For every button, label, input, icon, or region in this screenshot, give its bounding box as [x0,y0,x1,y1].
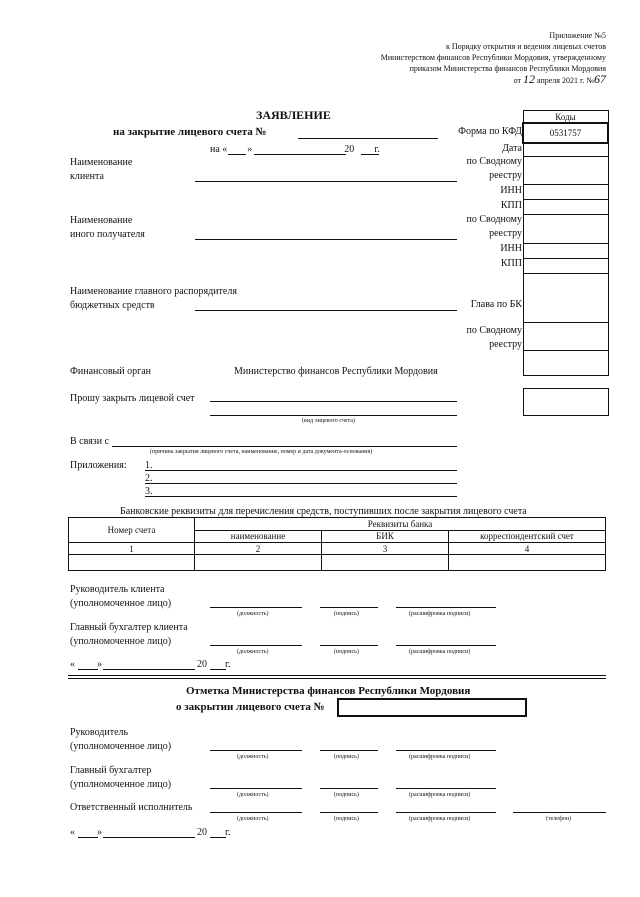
account-type-line[interactable] [210,415,457,416]
code-label-svod1: по Сводному [466,156,522,167]
attachment-3-line[interactable] [145,496,457,497]
sig-acc-l2: (уполномоченное лицо) [70,636,172,647]
code-label-reestr3: реестру [489,339,522,350]
section-divider [68,675,606,676]
other-line[interactable] [195,239,457,240]
client-label-2: клиента [70,171,104,182]
code-label-inn2: ИНН [500,243,522,254]
min-head-l1: Руководитель [70,727,129,738]
request-label: Прошу закрыть лицевой счет [70,393,195,404]
sig-head-position: (должность) [237,611,269,617]
bank-account-cell[interactable] [69,555,195,571]
code-label-glava: Глава по БК [470,299,522,310]
bank-num-1: 1 [69,543,195,555]
min-acc-l2: (уполномоченное лицо) [70,779,172,790]
min-acc-l1: Главный бухгалтер [70,765,152,776]
code-kfd-value[interactable]: 0531757 [523,123,608,143]
code-label-svod3: по Сводному [466,325,522,336]
sig-date: « » 20 г. [70,659,231,670]
min-head-signature: (подпись) [334,754,359,760]
client-label-1: Наименование [70,157,133,168]
bank-col-account: Номер счета [69,518,195,543]
header-note-line4: приказом Министерства финансов Республики Мордовия [409,64,606,73]
sig-head-l1: Руководитель клиента [70,584,165,595]
sig-acc-position: (должность) [237,649,269,655]
code-label-kpp2: КПП [500,258,522,269]
header-note [381,30,606,86]
code-label-inn1: ИНН [500,185,522,196]
bank-col-requisites: Реквизиты банка [195,518,606,531]
code-kpp1-value[interactable] [523,200,608,215]
header-note-line3: Министерством финансов Республики Мордовия, утвержденному [380,53,606,62]
page-subtitle: на закрытие лицевого счета № [113,126,267,138]
code-svod2-value[interactable] [523,215,608,244]
codes-header: Коды [523,111,608,124]
min-head-l2: (уполномоченное лицо) [70,741,172,752]
header-note-date: от 12 апреля 2021 г. №67 [513,72,606,86]
handwritten-number: 67 [594,72,606,86]
other-label-2: иного получателя [70,229,145,240]
reason-line[interactable] [112,446,457,447]
code-label-kfd: Форма по КФД [458,126,522,137]
sig-acc-decode: (расшифровка подписи) [409,649,471,655]
sig-acc-l1: Главный бухгалтер клиента [70,622,188,633]
min-exec-label: Ответственный исполнитель [70,802,193,813]
account-type-hint: (вид лицевого счета) [302,418,355,424]
min-exec-phone: (телефон) [546,816,572,822]
sig-acc-signature: (подпись) [334,649,359,655]
bank-bik-cell[interactable] [322,555,449,571]
code-svod3-value[interactable] [523,323,608,351]
attachment-2-num: 2. [145,473,153,484]
min-acc-decode: (расшифровка подписи) [409,792,471,798]
code-svod1-value[interactable] [523,157,608,185]
bank-num-2: 2 [195,543,322,555]
code-label-kpp1: КПП [500,200,522,211]
attachment-2-line[interactable] [145,483,457,484]
code-label-reestr2: реестру [489,228,522,239]
fin-org-label: Финансовый орган [70,366,152,377]
codes-table [522,110,609,376]
min-exec-position: (должность) [237,816,269,822]
min-exec-decode: (расшифровка подписи) [409,816,471,822]
min-date: « » 20 г. [70,827,231,838]
bank-col-corr: корреспондентский счет [449,530,606,543]
manager-line[interactable] [195,310,457,311]
date-line: на « » 20 г. [210,144,380,155]
page-title: ЗАЯВЛЕНИЕ [256,108,331,122]
ministry-account-box[interactable] [337,698,527,717]
code-glava-value[interactable] [523,274,608,323]
attachment-3-num: 3. [145,486,153,497]
min-exec-signature: (подпись) [334,816,359,822]
bank-caption: Банковские реквизиты для перечисления средств, поступивших после закрытия лицевого счета [120,506,527,517]
manager-label-1: Наименование главного распорядителя [70,286,237,297]
min-acc-position: (должность) [237,792,269,798]
attachment-1-num: 1. [145,460,153,471]
attachments-label: Приложения: [70,460,127,471]
code-inn1-value[interactable] [523,185,608,200]
reason-label: В связи с [70,436,110,447]
bank-table [68,517,606,571]
fin-org-value: Министерство финансов Республики Мордовия [234,366,438,377]
ministry-subtitle: о закрытии лицевого счета № [176,701,325,713]
code-label-date: Дата [502,143,522,154]
header-note-line1: Приложение №5 [549,31,606,40]
ministry-title: Отметка Министерства финансов Республики Мордовия [186,685,471,697]
min-head-decode: (расшифровка подписи) [409,754,471,760]
sig-head-signature: (подпись) [334,611,359,617]
code-date-value[interactable] [523,143,608,157]
manager-label-2: бюджетных средств [70,300,155,311]
min-acc-signature: (подпись) [334,792,359,798]
min-head-position: (должность) [237,754,269,760]
header-note-line2: к Порядку открытия и ведения лицевых счетов [445,42,606,51]
bank-num-3: 3 [322,543,449,555]
client-line[interactable] [195,181,457,182]
sig-head-l2: (уполномоченное лицо) [70,598,172,609]
bank-name-cell[interactable] [195,555,322,571]
code-kpp2-value[interactable] [523,259,608,274]
attachment-1-line[interactable] [145,470,457,471]
code-extra-value[interactable] [523,351,608,376]
reason-hint: (причина закрытия лицевого счета, наименование, номер и дата документа-основания) [150,449,373,455]
handwritten-day: 12 [523,72,536,86]
other-label-1: Наименование [70,215,133,226]
sig-head-decode: (расшифровка подписи) [409,611,471,617]
bank-col-bik: БИК [322,530,449,543]
code-label-reestr1: реестру [489,170,522,181]
code-inn2-value[interactable] [523,244,608,259]
bank-col-name: наименование [195,530,322,543]
account-type-box[interactable] [523,388,609,416]
code-label-svod2: по Сводному [466,214,522,225]
bank-num-4: 4 [449,543,606,555]
bank-corr-cell[interactable] [449,555,606,571]
